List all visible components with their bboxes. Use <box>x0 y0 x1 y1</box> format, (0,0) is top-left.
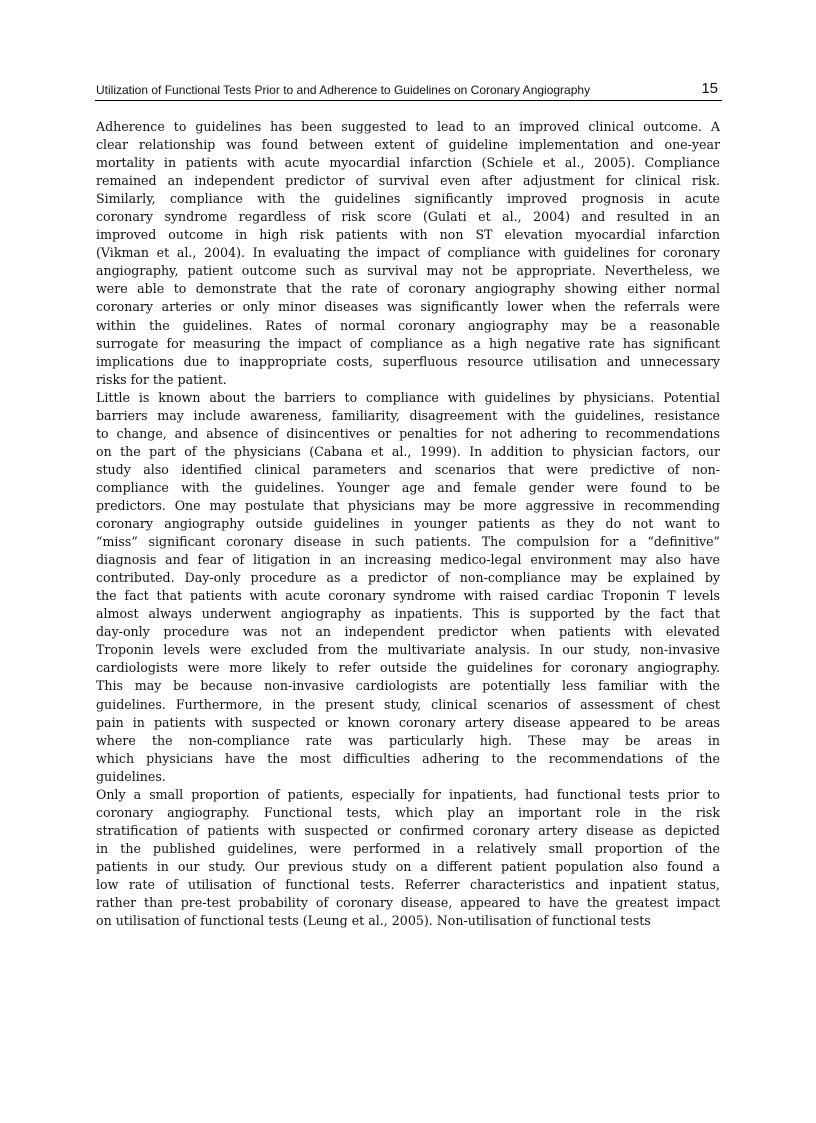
text-line: Troponin levels were excluded from the multivariate analysis. In our study, non-invasive <box>96 642 720 658</box>
text-line: clear relationship was found between extent of guideline implementation and one-year <box>96 137 720 153</box>
text-line: barriers may include awareness, familiarity, disagreement with the guidelines, resistance <box>96 407 720 423</box>
text-line: within the guidelines. Rates of normal coronary angiography may be a reasonable <box>96 317 720 333</box>
text-line: rather than pre-test probability of coronary disease, appeared to have the greatest impact <box>96 895 720 911</box>
text-line: risks for the patient. <box>96 371 227 387</box>
text-line: the fact that patients with acute coronary syndrome with raised cardiac Troponin T levels <box>96 588 720 604</box>
text-line: almost always underwent angiography as inpatients. This is supported by the fact that <box>96 606 720 622</box>
paragraph <box>96 786 720 930</box>
text-line: on utilisation of functional tests (Leung et al., 2005). Non-utilisation of functional tests <box>96 913 651 929</box>
text-line: coronary syndrome regardless of risk score (Gulati et al., 2004) and resulted in an <box>96 209 720 225</box>
body-text <box>96 118 720 930</box>
text-line: on the part of the physicians (Cabana et al., 1999). In addition to physician factors, our <box>96 443 720 459</box>
text-line: predictors. One may postulate that physicians may be more aggressive in recommending <box>96 497 720 513</box>
text-line: study also identified clinical parameters and scenarios that were predictive of non- <box>96 461 720 477</box>
page-number: 15 <box>701 80 718 97</box>
running-header <box>95 76 722 101</box>
text-line: coronary arteries or only minor diseases was significantly lower when the referrals were <box>96 299 720 315</box>
text-line: Adherence to guidelines has been suggested to lead to an improved clinical outcome. A <box>96 119 720 134</box>
text-line: patients in our study. Our previous study on a different patient population also found a <box>96 858 720 874</box>
text-line: cardiologists were more likely to refer outside the guidelines for coronary angiography. <box>96 660 720 676</box>
text-line: remained an independent predictor of survival even after adjustment for clinical risk. <box>96 173 720 189</box>
text-line: compliance with the guidelines. Younger age and female gender were found to be <box>96 479 720 495</box>
text-line: Similarly, compliance with the guidelines significantly improved prognosis in acute <box>96 191 720 207</box>
text-line: “miss” significant coronary disease in such patients. The compulsion for a “definitive” <box>96 534 720 550</box>
text-line: low rate of utilisation of functional tests. Referrer characteristics and inpatient status, <box>96 876 720 892</box>
text-line: contributed. Day-only procedure as a predictor of non-compliance may be explained by <box>96 570 720 586</box>
text-line: guidelines. <box>96 768 166 784</box>
text-line: improved outcome in high risk patients with non ST elevation myocardial infarction <box>96 227 720 243</box>
text-line: to change, and absence of disincentives or penalties for not adhering to recommendations <box>96 425 720 441</box>
text-line: which physicians have the most difficulties adhering to the recommendations of the <box>96 750 720 766</box>
text-line: angiography, patient outcome such as survival may not be appropriate. Nevertheless, we <box>96 263 720 279</box>
text-line: Little is known about the barriers to compliance with guidelines by physicians. Potential <box>96 389 720 405</box>
text-line: day-only procedure was not an independent predictor when patients with elevated <box>96 624 720 640</box>
text-line: were able to demonstrate that the rate of coronary angiography showing either normal <box>96 281 720 297</box>
text-line: Only a small proportion of patients, especially for inpatients, had functional tests prior to <box>96 786 720 802</box>
text-line: guidelines. Furthermore, in the present study, clinical scenarios of assessment of chest <box>96 696 720 712</box>
paragraph <box>96 389 720 786</box>
text-line: where the non-compliance rate was particularly high. These may be areas in <box>96 732 720 748</box>
text-line: stratification of patients with suspected or confirmed coronary artery disease as depicted <box>96 822 720 838</box>
text-line: diagnosis and fear of litigation in an increasing medico-legal environment may also have <box>96 552 720 568</box>
running-header-title: Utilization of Functional Tests Prior to and Adherence to Guidelines on Coronary Angiography <box>96 83 591 97</box>
text-line: coronary angiography outside guidelines in younger patients as they do not want to <box>96 516 720 532</box>
text-line: This may be because non-invasive cardiologists are potentially less familiar with the <box>96 678 720 694</box>
text-line: coronary angiography. Functional tests, which play an important role in the risk <box>96 804 720 820</box>
text-line: pain in patients with suspected or known coronary artery disease appeared to be areas <box>96 714 720 730</box>
text-line: (Vikman et al., 2004). In evaluating the impact of compliance with guidelines for coronary <box>96 245 720 261</box>
text-line: surrogate for measuring the impact of compliance as a high negative rate has significant <box>96 335 720 351</box>
text-line: mortality in patients with acute myocardial infarction (Schiele et al., 2005). Compliance <box>96 155 720 171</box>
text-line: implications due to inappropriate costs, superfluous resource utilisation and unnecessary <box>96 353 720 369</box>
paragraph <box>96 118 720 389</box>
text-line: in the published guidelines, were performed in a relatively small proportion of the <box>96 840 720 856</box>
